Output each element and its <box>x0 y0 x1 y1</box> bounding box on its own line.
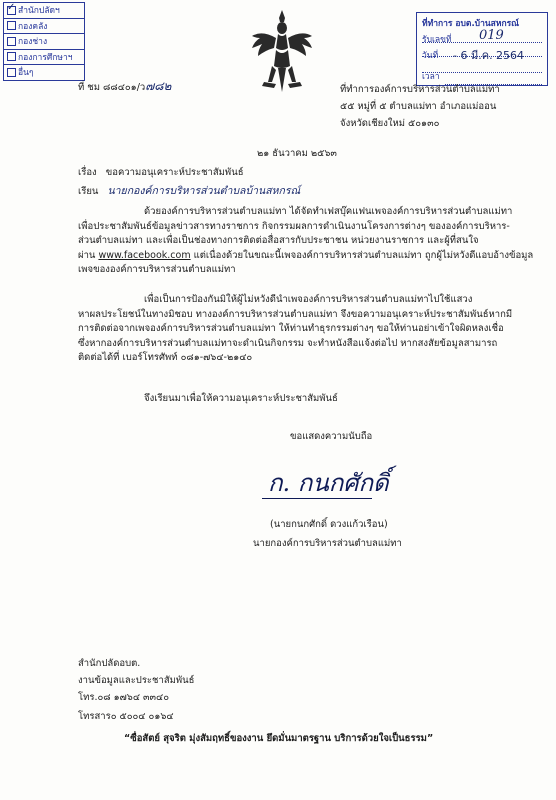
checkbox-icon <box>7 6 16 15</box>
garuda-emblem-icon <box>248 8 316 96</box>
body-paragraph-3: จึงเรียนมาเพื่อให้ความอนุเคราะห์ประชาสัมพันธ์ <box>144 393 338 404</box>
signer-name: (นายกนกศักดิ์ ดวงแก้วเรือน) <box>270 519 388 530</box>
routing-stamp <box>3 2 85 81</box>
subject-line: เรื่อง ขอความอนุเคราะห์ประชาสัมพันธ์ <box>78 167 244 178</box>
footer-dept: สำนักปลัดอบต. <box>78 658 141 669</box>
closing-salutation: ขอแสดงความนับถือ <box>290 431 373 442</box>
letter-date: ๒๑ ธันวาคม ๒๕๖๓ <box>257 148 337 159</box>
signature-underline <box>262 498 372 499</box>
office-address-line2: ๕๕ หมู่ที่ ๕ ตำบลแม่ทา อำเภอแม่ออน <box>340 101 497 112</box>
checkbox-icon <box>7 21 16 30</box>
receiving-stamp <box>416 12 548 86</box>
recipient-line: เรียน นายกองค์การบริหารส่วนตำบลบ้านสหกรณ์ <box>78 185 301 197</box>
footer-section: งานข้อมูลและประชาสัมพันธ์ <box>78 675 195 686</box>
checkbox-icon <box>7 37 16 46</box>
body-paragraph-2: เพื่อเป็นการป้องกันมิให้ผู้ไม่หวังดีนำเพจองค์การบริหารส่วนตำบลแม่ทาไปใช้แสวง หาผลประโยชน์ในทางมิชอบ ทางองค์การบริหารส่วนตำบลแม่ทา จึงขอความอนุเคราะห์ประชาสัมพันธ์หากมี การติดต่อจากเพจองค์การบริหารส่วนตำบลแม่ทา ให้ท่านทำธุรกรรมต่างๆ ขอให้ท่านอย่าเข้าใจผิดหลงเชื่อ ซึ่งหากองค์การบริหารส่วนตำบลแม่ทาจะดำเนินกิจกรรม จะทำหนังสือแจ้งต่อไป หากสงสัยข้อมูลสามารถ ติดต่อได้ที่ เบอร์โทรศัพท์ ๐๘๑-๗๖๔-๒๑๔๐ <box>78 294 513 363</box>
body-paragraph-1: ด้วยองค์การบริหารส่วนตำบลแม่ทา ได้จัดทำเฟสบุ๊คแฟนเพจองค์การบริหารส่วนตำบลแม่ทา เพื่อประชาสัมพันธ์ข้อมูลข่าวสารทางราชการ กิจกรรมผลการดำเนินงานโครงการต่างๆ ขององค์การบริหาร- ส่วนตำบลแม่ทา และเพื่อเป็นช่องทางการติดต่อสื่อสารกับประชาชน หน่วยงานราชการ และผู้ที่สนใจ ผ่าน www.facebook.com แต่เนื่องด้วยในขณะนี้เพจองค์การบริหารส่วนตำบลแม่ทา ถูกผู้ไม่หวังดีแอบอ้างข้อมูล เพจขององค์การบริหารส่วนตำบลแม่ทา <box>78 206 534 275</box>
motto: “ซื่อสัตย์ สุจริต มุ่งสัมฤทธิ์ของงาน ยึดมั่นมาตรฐาน บริการด้วยใจเป็นธรรม” <box>124 733 434 744</box>
checkbox-icon <box>7 52 16 61</box>
footer-fax: โทรสาร๐ ๕๐๐๔ ๐๑๖๔ <box>78 711 174 722</box>
checkbox-icon <box>7 68 16 77</box>
stamp-title: ที่ทำการ อบต.บ้านสหกรณ์ <box>422 19 520 29</box>
routing-item: กองคลัง <box>4 19 84 35</box>
date-value: - 6 มี.ค. 2564 <box>453 49 525 62</box>
receive-no-label: รับเลขที่ <box>422 35 452 45</box>
signer-position: นายกองค์การบริหารส่วนตำบลแม่ทา <box>253 538 402 549</box>
facebook-link[interactable]: www.facebook.com <box>98 249 191 261</box>
footer-tel: โทร.๐๘ ๑๗๖๔ ๓๓๔๐ <box>78 692 170 703</box>
signature: ก. กนกศักดิ์ <box>268 469 389 497</box>
office-address-line3: จังหวัดเชียงใหม่ ๕๐๑๓๐ <box>340 118 440 129</box>
reference-number: ที่ ชม ๘๘๔๐๑/ว๗๘๒ <box>78 79 172 93</box>
routing-item: อื่นๆ <box>4 65 84 80</box>
routing-item: ✓ สำนักปลัดฯ <box>4 3 84 19</box>
date-label: วันที่ <box>422 51 439 61</box>
office-address-line1: ที่ทำการองค์การบริหารส่วนตำบลแม่ทา <box>340 84 500 95</box>
receive-no-value: 019 <box>479 28 504 43</box>
routing-item: กองช่าง <box>4 34 84 50</box>
routing-item: กองการศึกษาฯ <box>4 50 84 66</box>
time-label: เวลา <box>422 72 440 82</box>
